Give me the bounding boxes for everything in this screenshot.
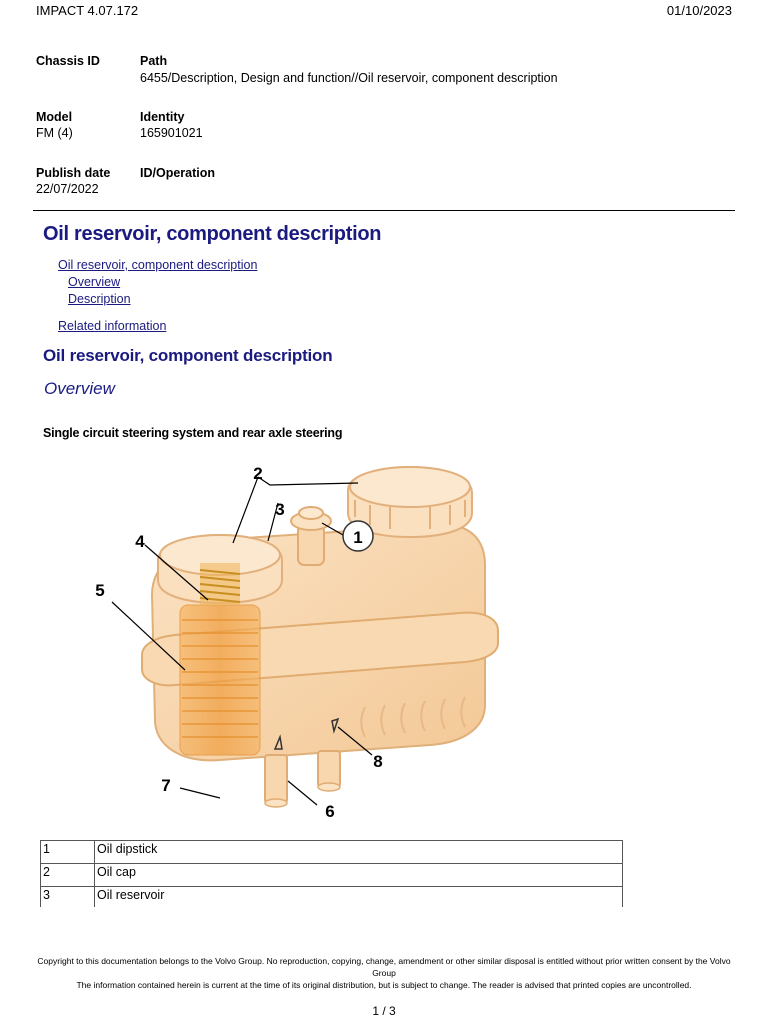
path-value: 6455/Description, Design and function//Oil reservoir, component description xyxy=(140,71,558,85)
toc-link-related[interactable]: Related information xyxy=(58,319,167,333)
toc-link-main[interactable]: Oil reservoir, component description xyxy=(58,258,258,272)
publish-date-value: 22/07/2022 xyxy=(36,182,99,196)
copyright-notice xyxy=(30,955,738,991)
model-value: FM (4) xyxy=(36,126,73,140)
publish-date-label: Publish date xyxy=(36,166,111,180)
print-date: 01/10/2023 xyxy=(666,3,732,18)
identity-label: Identity xyxy=(140,110,185,124)
table-row xyxy=(41,887,623,908)
model-label: Model xyxy=(36,110,73,124)
outlet-pipes xyxy=(265,751,340,807)
toc-link-description[interactable]: Description xyxy=(68,292,131,306)
path-label: Path xyxy=(140,54,168,68)
figure-caption: Single circuit steering system and rear axle steering xyxy=(43,426,343,440)
parts-table-container xyxy=(40,840,630,907)
callout-3: 3 xyxy=(275,500,285,519)
oil-reservoir-illustration xyxy=(60,455,520,825)
oil-dipstick xyxy=(291,507,331,565)
callout-4: 4 xyxy=(135,532,145,551)
part-number: 2 xyxy=(41,864,95,887)
callout-6: 6 xyxy=(325,802,335,821)
page-indicator: 1 / 3 xyxy=(372,1004,396,1018)
disclaimer-line: The information contained herein is current at the time of its original distribution, but is subject to change. The reader is advised that printed copies are uncontrolled. xyxy=(76,980,692,990)
subsection-title: Overview xyxy=(44,379,115,398)
operation-label: ID/Operation xyxy=(140,166,216,180)
page-title: Oil reservoir, component description xyxy=(43,223,382,245)
identity-value: 165901021 xyxy=(140,126,203,140)
callout-8: 8 xyxy=(373,752,383,771)
toc-link-overview[interactable]: Overview xyxy=(68,275,121,289)
table-row xyxy=(41,864,623,887)
chassis-id-label: Chassis ID xyxy=(36,54,100,68)
callout-7: 7 xyxy=(161,776,171,795)
section-title: Oil reservoir, component description xyxy=(43,346,333,365)
part-number: 3 xyxy=(41,887,95,908)
copyright-line: Copyright to this documentation belongs to the Volvo Group. No reproduction, copying, change, amendment or other similar disposal is entitled without prior written consent by the Volvo Group xyxy=(37,956,731,978)
parts-table xyxy=(40,840,623,907)
callout-1: 1 xyxy=(353,528,363,547)
part-name: Oil cap xyxy=(95,864,623,887)
callout-5: 5 xyxy=(95,581,105,600)
part-number: 1 xyxy=(41,841,95,864)
header-divider xyxy=(33,210,735,211)
part-name: Oil reservoir xyxy=(95,887,623,908)
part-name: Oil dipstick xyxy=(95,841,623,864)
table-row xyxy=(41,841,623,864)
app-version: IMPACT 4.07.172 xyxy=(36,3,139,18)
callout-2: 2 xyxy=(253,464,263,483)
